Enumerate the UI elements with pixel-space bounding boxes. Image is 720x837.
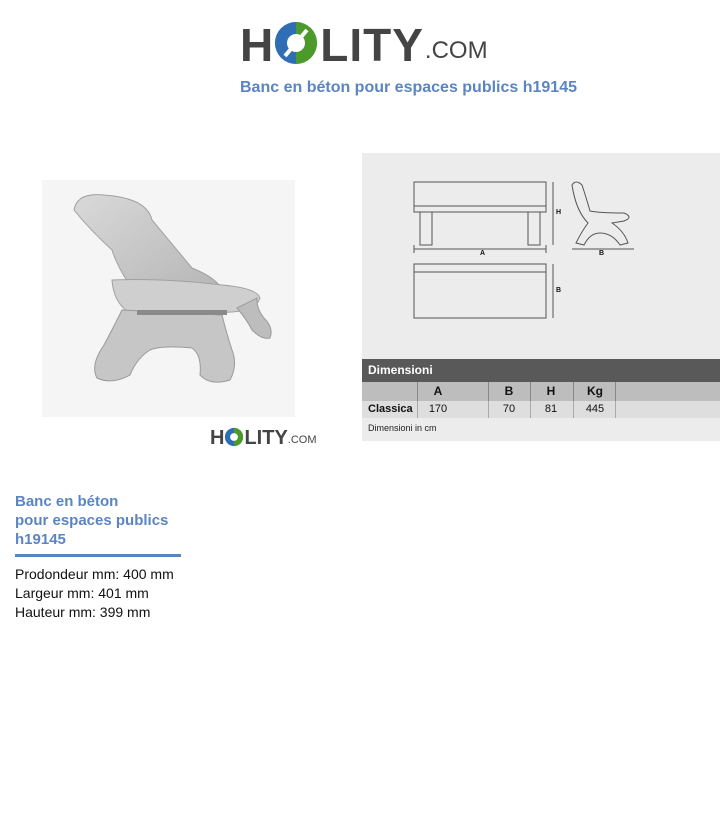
dimension-drawing <box>362 153 720 358</box>
photo-watermark-logo <box>210 424 317 448</box>
spec-height: Hauteur mm: 399 mm <box>15 604 151 620</box>
dimensions-data-row <box>362 401 720 418</box>
watermark-letters-lity: LITY <box>244 427 288 449</box>
product-title-line-2: pour espaces publics <box>15 512 169 529</box>
product-photo[interactable] <box>42 180 295 417</box>
row-end <box>615 401 617 418</box>
column-h: H <box>530 382 571 401</box>
dimensions-header: Dimensioni <box>362 359 720 382</box>
value-a: 170 <box>417 401 458 418</box>
concrete-bench-icon <box>42 180 295 417</box>
logo-letter-h: H <box>240 19 273 71</box>
logo-com: .COM <box>424 37 488 64</box>
product-specs <box>15 565 174 622</box>
column-end <box>615 382 617 401</box>
label-h: H <box>556 209 562 216</box>
spec-depth: Prodondeur mm: 400 mm <box>15 566 174 582</box>
watermark-com: .COM <box>287 434 317 446</box>
technical-sheet <box>362 153 720 441</box>
logo-o-icon <box>273 20 319 66</box>
column-blank <box>362 382 423 401</box>
row-name: Classica <box>368 403 413 415</box>
spec-width: Largeur mm: 401 mm <box>15 585 149 601</box>
product-title <box>15 492 185 549</box>
page-title: Banc en béton pour espaces publics h19145 <box>240 79 577 96</box>
product-title-line-1: Banc en béton <box>15 493 119 510</box>
column-a: A <box>417 382 458 401</box>
logo-letters-lity: LITY <box>320 19 424 71</box>
column-kg: Kg <box>573 382 616 401</box>
value-b: 70 <box>488 401 529 418</box>
label-b-side: B <box>599 250 605 257</box>
label-a: A <box>480 250 486 257</box>
watermark-letter-h: H <box>210 427 225 449</box>
holity-logo[interactable] <box>240 12 488 71</box>
value-kg: 445 <box>573 401 616 418</box>
dimensions-column-row <box>362 382 720 401</box>
value-h: 81 <box>530 401 571 418</box>
product-title-line-3: h19145 <box>15 531 66 548</box>
label-b-top: B <box>556 287 562 294</box>
dimensions-note: Dimensioni in cm <box>368 423 437 433</box>
title-divider <box>15 554 181 557</box>
watermark-o-icon <box>224 427 244 447</box>
column-b: B <box>488 382 529 401</box>
